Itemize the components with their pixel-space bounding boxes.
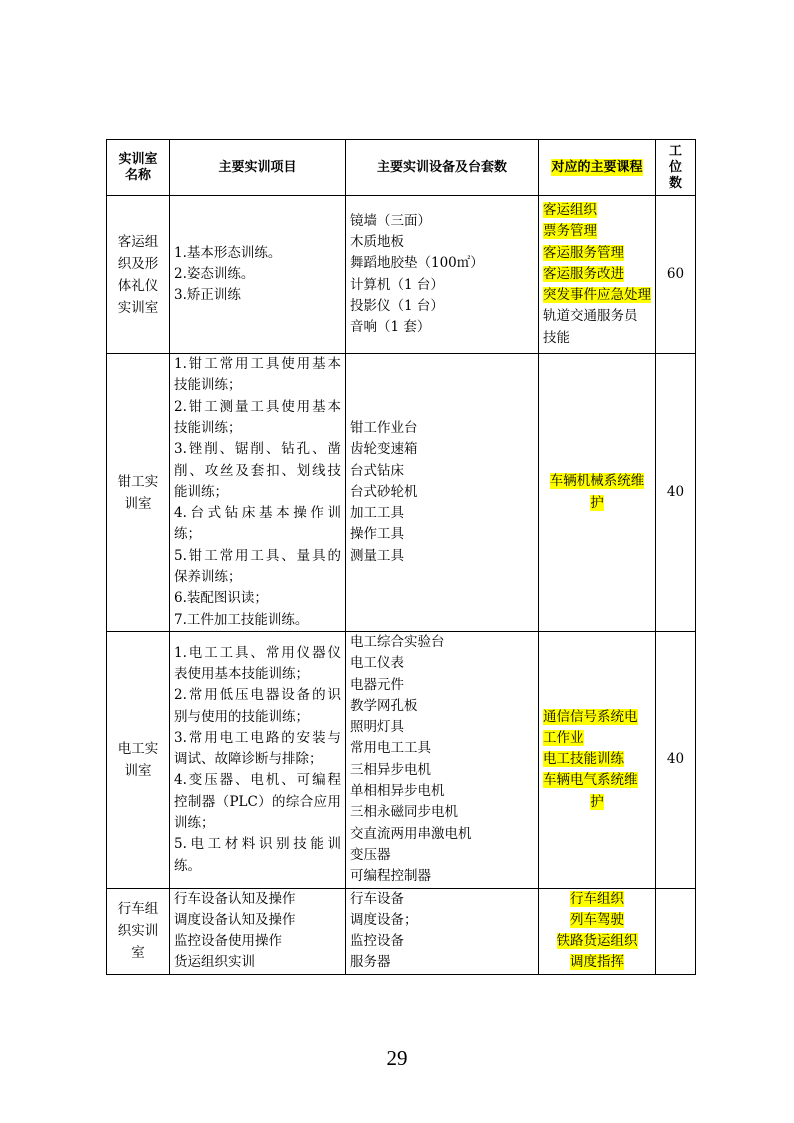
header-stations: 工 位 数 — [656, 140, 696, 196]
stations-cell: 40 — [656, 354, 696, 632]
table-row — [107, 354, 696, 632]
table-header-row — [107, 140, 696, 196]
room-name-cell: 电工实 训室 — [107, 632, 170, 889]
header-room-name: 实训室 名称 — [107, 140, 170, 196]
training-items-cell: 1.钳工常用工具使用基本 技能训练； 2.钳工测量工具使用基本 技能训练； 3.锉削、锯削、钻孔、凿 削、攻丝及套扣、划线技 能训练； 4.台式钻床基本操作训 练； 5.钳工常用工具、量具的 保养训练； 6.装配图识读； 7.工件加工技能训练。 — [170, 354, 346, 632]
training-items-cell: 行车设备认知及操作 调度设备认知及操作 监控设备使用操作 货运组织实训 — [170, 888, 346, 974]
training-items-cell: 1.基本形态训练。 2.姿态训练。 3.矫正训练 — [170, 196, 346, 354]
header-training-items: 主要实训项目 — [170, 140, 346, 196]
stations-cell — [656, 888, 696, 974]
training-items-cell: 1.电工工具、常用仪器仪 表使用基本技能训练； 2.常用低压电器设备的识 别与使用的技能训练； 3.常用电工电路的安装与 调试、故障诊断与排除； 4.变压器、电机、可编程 控制器（PLC）的综合应用 训练； 5.电工材料识别技能训 练。 — [170, 632, 346, 889]
header-courses: 对应的主要课程 — [539, 140, 656, 196]
table-row — [107, 888, 696, 974]
equipment-cell: 钳工作业台 齿轮变速箱 台式钻床 台式砂轮机 加工工具 操作工具 测量工具 — [346, 354, 539, 632]
room-name-cell: 客运组 织及形 体礼仪 实训室 — [107, 196, 170, 354]
courses-cell: 车辆机械系统维 护 — [539, 354, 656, 632]
equipment-cell: 镜墙（三面） 木质地板 舞蹈地胶垫（100㎡） 计算机（1 台） 投影仪（1 台） 音响（1 套） — [346, 196, 539, 354]
room-name-cell: 钳工实 训室 — [107, 354, 170, 632]
courses-cell: 客运组织 票务管理 客运服务管理 客运服务改进 突发事件应急处理 轨道交通服务员 技能 — [539, 196, 656, 354]
equipment-cell: 行车设备 调度设备； 监控设备 服务器 — [346, 888, 539, 974]
courses-cell: 通信信号系统电 工作业 电工技能训练 车辆电气系统维 护 — [539, 632, 656, 889]
table-row — [107, 632, 696, 889]
equipment-cell: 电工综合实验台 电工仪表 电器元件 教学网孔板 照明灯具 常用电工工具 三相异步电机 单相相异步电机 三相永磁同步电机 交直流两用串激电机 变压器 可编程控制器 — [346, 632, 539, 889]
table-row — [107, 196, 696, 354]
room-name-cell: 行车组 织实训 室 — [107, 888, 170, 974]
page-number: 29 — [386, 1046, 408, 1070]
training-room-table — [106, 139, 696, 975]
courses-cell: 行车组织 列车驾驶 铁路货运组织 调度指挥 — [539, 888, 656, 974]
header-equipment: 主要实训设备及台套数 — [346, 140, 539, 196]
stations-cell: 60 — [656, 196, 696, 354]
stations-cell: 40 — [656, 632, 696, 889]
